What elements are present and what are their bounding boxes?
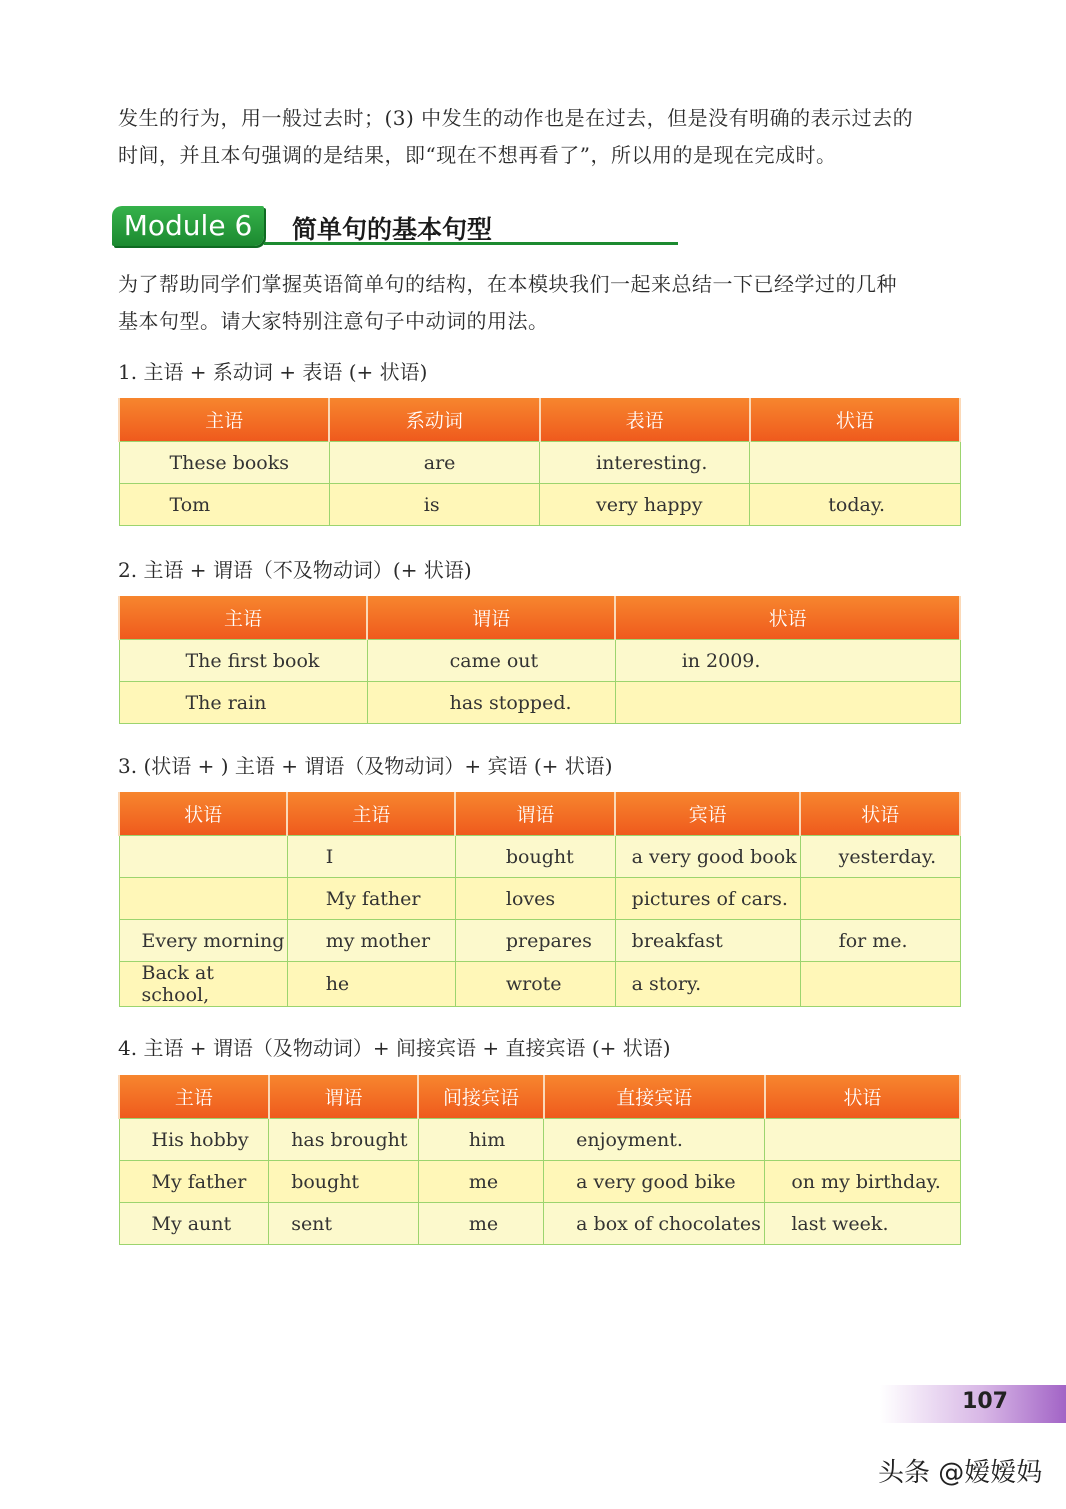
table-cell: sent (269, 1203, 419, 1245)
column-header: 宾语 (615, 792, 800, 836)
table-cell: I (287, 836, 455, 878)
intro-line-1: 发生的行为，用一般过去时；(3) 中发生的动作也是在过去，但是没有明确的表示过去的 (118, 106, 914, 130)
section-1-table (118, 398, 961, 526)
table-cell: today. (750, 484, 960, 526)
table-cell: is (329, 484, 539, 526)
table-cell: me (418, 1161, 543, 1203)
table-cell: for me. (800, 920, 960, 962)
table-cell: Tom (119, 484, 329, 526)
table-cell (750, 442, 960, 484)
table-cell: Every morning (119, 920, 287, 962)
section-2-table (118, 596, 961, 724)
table-row (119, 1161, 960, 1203)
column-header: 系动词 (329, 398, 539, 442)
table-cell: interesting. (540, 442, 750, 484)
section-1-title: 1. 主语 + 系动词 + 表语 (+ 状语) (118, 360, 428, 384)
table-row (119, 640, 960, 682)
table-row (119, 442, 960, 484)
module-desc-line-2: 基本句型。请大家特别注意句子中动词的用法。 (118, 309, 549, 333)
table-cell: has stopped. (367, 682, 615, 724)
table-cell: loves (455, 878, 615, 920)
table-cell (765, 1119, 960, 1161)
column-header: 主语 (119, 398, 329, 442)
module-heading (112, 204, 682, 250)
table-cell: yesterday. (800, 836, 960, 878)
table-cell (800, 878, 960, 920)
table-cell: very happy (540, 484, 750, 526)
table-cell: last week. (765, 1203, 960, 1245)
table-cell: my mother (287, 920, 455, 962)
column-header: 状语 (765, 1075, 960, 1119)
table-cell: The rain (119, 682, 367, 724)
section-2-title: 2. 主语 + 谓语（不及物动词）(+ 状语) (118, 558, 472, 582)
column-header: 直接宾语 (544, 1075, 765, 1119)
table-cell: a story. (615, 962, 800, 1007)
table-cell: in 2009. (615, 640, 960, 682)
table-cell: breakfast (615, 920, 800, 962)
table-cell: bought (455, 836, 615, 878)
table-cell: me (418, 1203, 543, 1245)
column-header: 表语 (540, 398, 750, 442)
column-header: 状语 (800, 792, 960, 836)
table-cell: His hobby (119, 1119, 269, 1161)
table-header-row (119, 398, 960, 442)
column-header: 谓语 (269, 1075, 419, 1119)
intro-line-2: 时间，并且本句强调的是结果，即“现在不想再看了”，所以用的是现在完成时。 (118, 143, 837, 167)
column-header: 谓语 (367, 596, 615, 640)
table-cell: bought (269, 1161, 419, 1203)
module-desc-line-1: 为了帮助同学们掌握英语简单句的结构，在本模块我们一起来总结一下已经学过的几种 (118, 272, 897, 296)
table-cell (615, 682, 960, 724)
table-cell: prepares (455, 920, 615, 962)
table-cell: he (287, 962, 455, 1007)
page-number-bar (880, 1385, 1066, 1423)
section-3-table (118, 792, 961, 1007)
table-cell: Back at school, (119, 962, 287, 1007)
table-cell: My father (119, 1161, 269, 1203)
table-cell: came out (367, 640, 615, 682)
table-cell: a very good bike (544, 1161, 765, 1203)
module-badge: Module 6 (112, 206, 264, 246)
table-row (119, 878, 960, 920)
table-cell: My father (287, 878, 455, 920)
table-cell: are (329, 442, 539, 484)
table-cell (800, 962, 960, 1007)
section-4-table (118, 1075, 961, 1245)
table-cell: a very good book (615, 836, 800, 878)
column-header: 谓语 (455, 792, 615, 836)
table-row (119, 920, 960, 962)
column-header: 状语 (750, 398, 960, 442)
column-header: 主语 (119, 1075, 269, 1119)
module-title: 简单句的基本句型 (292, 215, 493, 244)
table-cell: pictures of cars. (615, 878, 800, 920)
column-header: 状语 (615, 596, 960, 640)
section-4-title: 4. 主语 + 谓语（及物动词）+ 间接宾语 + 直接宾语 (+ 状语) (118, 1036, 671, 1060)
table-row (119, 682, 960, 724)
table-header-row (119, 596, 960, 640)
table-cell: a box of chocolates (544, 1203, 765, 1245)
column-header: 间接宾语 (418, 1075, 543, 1119)
column-header: 状语 (119, 792, 287, 836)
table-cell: on my birthday. (765, 1161, 960, 1203)
watermark: 头条 @嫒嫒妈 (878, 1458, 1043, 1488)
table-header-row (119, 1075, 960, 1119)
table-row (119, 1119, 960, 1161)
table-cell: wrote (455, 962, 615, 1007)
table-cell: My aunt (119, 1203, 269, 1245)
table-cell: enjoyment. (544, 1119, 765, 1161)
column-header: 主语 (119, 596, 367, 640)
table-row (119, 962, 960, 1007)
table-cell (119, 878, 287, 920)
table-row (119, 836, 960, 878)
section-3-title: 3. (状语 + ) 主语 + 谓语（及物动词）+ 宾语 (+ 状语) (118, 754, 613, 778)
table-header-row (119, 792, 960, 836)
table-row (119, 1203, 960, 1245)
table-cell: These books (119, 442, 329, 484)
column-header: 主语 (287, 792, 455, 836)
table-cell: has brought (269, 1119, 419, 1161)
table-cell (119, 836, 287, 878)
table-row (119, 484, 960, 526)
table-cell: The first book (119, 640, 367, 682)
page-number: 107 (962, 1389, 1008, 1414)
table-cell: him (418, 1119, 543, 1161)
